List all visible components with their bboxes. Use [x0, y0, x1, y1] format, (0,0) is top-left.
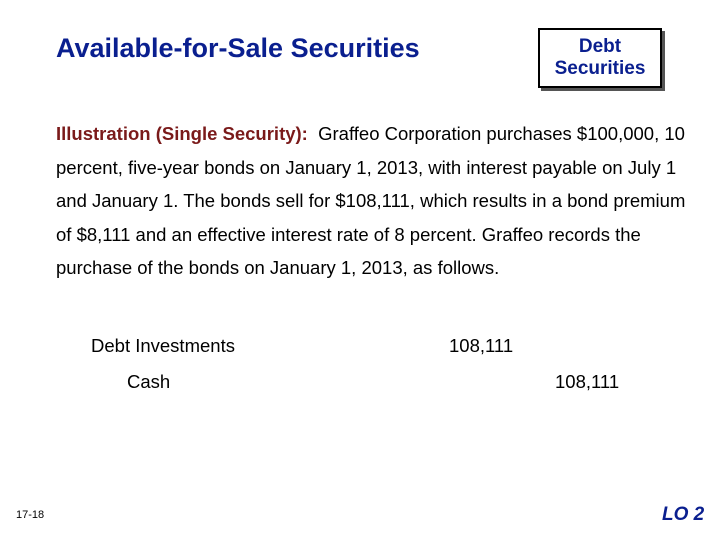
journal-credit-account: Cash [127, 371, 171, 392]
illustration-paragraph [56, 117, 696, 285]
journal-debit-account: Debt Investments [91, 335, 235, 356]
journal-debit-amount: 108,111 [449, 335, 514, 356]
illustration-text: Graffeo Corporation purchases $100,000, 10 percent, five-year bonds on January 1, 2013, with interest payable on July 1 and January 1. The bonds sell for $108,111, which results in a bond premium of $8,111 and an effective interest rate of 8 percent. Graffeo records the purchase of the bonds on January 1, 2013, as follows. [56, 123, 686, 278]
page-number: 17-18 [16, 509, 45, 521]
topic-tag-box [538, 28, 662, 88]
slide-title: Available-for-Sale Securities [56, 33, 420, 63]
topic-tag-line-1: Debt [578, 36, 622, 57]
learning-objective: LO 2 [662, 504, 705, 525]
illustration-label: Illustration (Single Security): [56, 123, 308, 144]
journal-credit-amount: 108,111 [555, 371, 620, 392]
topic-tag-line-2: Securities [554, 58, 646, 79]
